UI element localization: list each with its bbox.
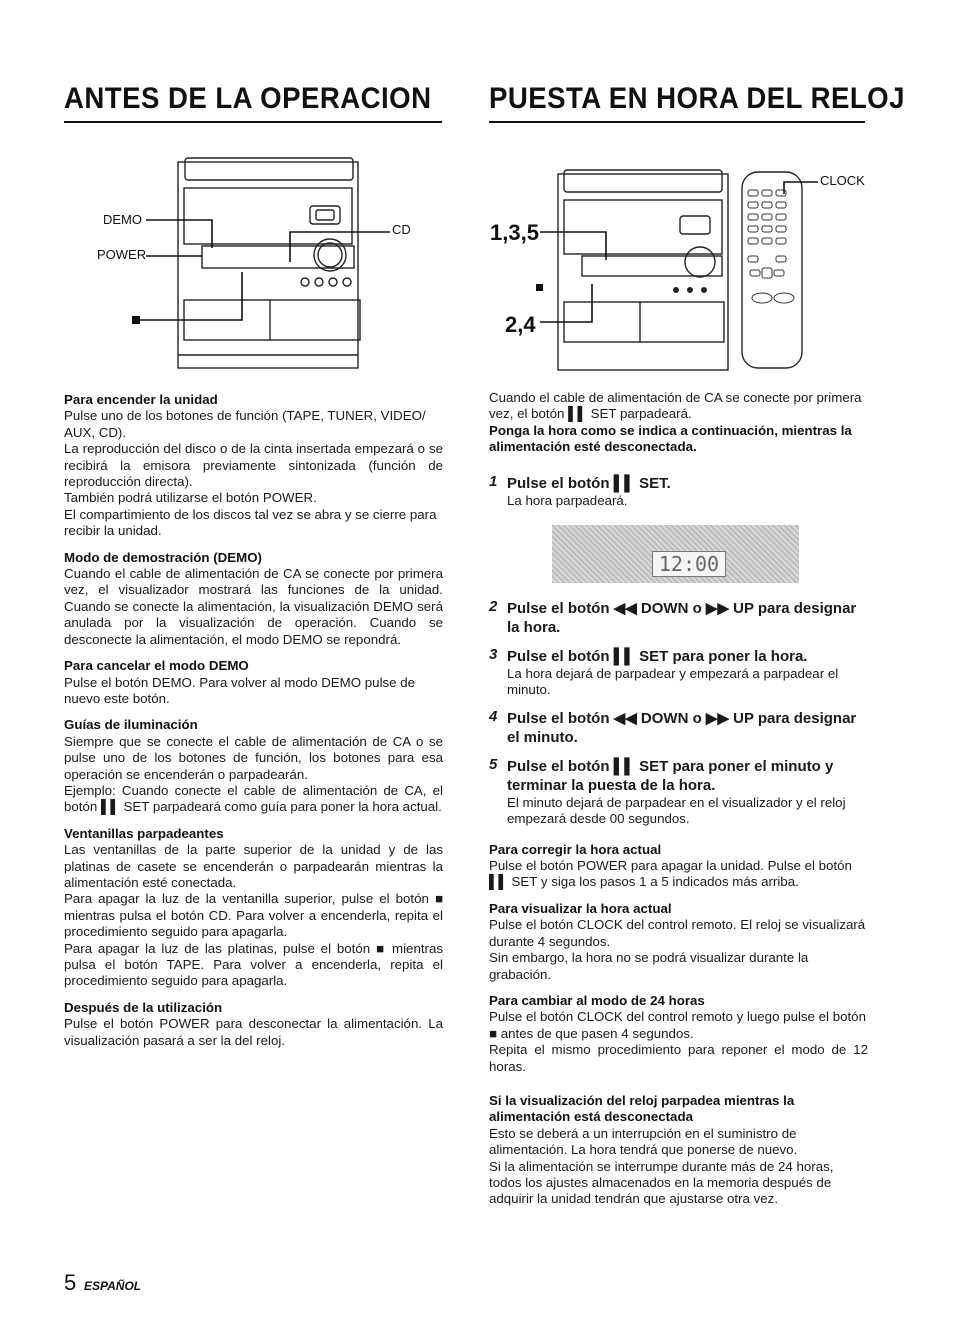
intro-bold: Ponga la hora como se indica a continuación, mientras la alimentación esté desconectada. xyxy=(489,422,852,455)
heading-cancelar-demo: Para cancelar el modo DEMO xyxy=(64,658,249,674)
heading-para-encender: Para encender la unidad xyxy=(64,392,218,407)
step-1 xyxy=(489,474,868,509)
step-body: El minuto dejará de parpadear en el visualizador y el reloj empezará desde 00 segundos. xyxy=(507,794,846,827)
text-block: Repita el mismo procedimiento para reponer el modo de 12 horas. xyxy=(489,1042,868,1074)
heading-puesta-en-hora: PUESTA EN HORA DEL RELOJ xyxy=(489,82,905,115)
text-block: Para apagar la luz de la ventanilla superior, pulse el botón ■ mientras pulsa el botón CD. Para volver a encenderla, repita el procedimiento seguido para apagarla. xyxy=(64,891,443,940)
text-block: Pulse uno de los botones de función (TAPE, TUNER, VIDEO/ AUX, CD). xyxy=(64,408,426,440)
label-steps-1-3-5: 1,3,5 xyxy=(490,220,539,245)
text-block: Pulse el botón DEMO. Para volver al modo DEMO pulse de nuevo este botón. xyxy=(64,674,416,706)
right-column xyxy=(489,390,868,1208)
page-number: 5 xyxy=(64,1270,77,1295)
step-number: 2 xyxy=(489,598,498,616)
heading-antes-de-la-operacion: ANTES DE LA OPERACION xyxy=(64,82,432,115)
text-block: Las ventanillas de la parte superior de la unidad y de las platinas de casete se encenderán o parpadearán mientras la alimentación esté conectada. xyxy=(64,842,443,890)
text-block: Para apagar la luz de las platinas, pulse el botón ■ mientras pulsa el botón TAPE. Para volver a encenderla, repita el procedimiento seguido para apagarla. xyxy=(64,940,443,989)
step-2 xyxy=(489,599,868,637)
step-body: La hora dejará de parpadear y empezará a parpadear el minuto. xyxy=(507,666,839,698)
text-block: El compartimiento de los discos tal vez se abra y se cierre para recibir la unidad. xyxy=(64,506,437,539)
step-title: Pulse el botón ◀◀ DOWN o ▶▶ UP para designar la hora. xyxy=(507,600,857,637)
stereo-unit-illustration xyxy=(90,150,440,375)
label-steps-2-4: 2,4 xyxy=(505,312,536,337)
heading-modo-demo: Modo de demostración (DEMO) xyxy=(64,549,262,565)
text-block: Siempre que se conecte el cable de alimentación de CA o se pulse uno de los botones de función, los botones para esa operación se encenderán o parpadearán. xyxy=(64,733,443,782)
heading-rule-left xyxy=(64,121,442,123)
text-block: Esto se deberá a un interrupción en el suministro de alimentación. La hora tendrá que ponerse de nuevo. xyxy=(489,1125,798,1158)
text-block: Pulse el botón POWER para desconectar la alimentación. La visualización pasará a ser la del reloj. xyxy=(64,1016,443,1048)
step-title: Pulse el botón ▌▌ SET. xyxy=(507,474,671,492)
text-block: Cuando el cable de alimentación de CA se conecte por primera vez, el botón ▌▌ SET parpadeará. xyxy=(489,390,862,422)
heading-visualizar-hora: Para visualizar la hora actual xyxy=(489,900,672,916)
heading-rule-right xyxy=(489,121,865,123)
step-number: 4 xyxy=(489,707,498,725)
text-block: Pulse el botón CLOCK del control remoto y luego pulse el botón ■ antes de que pasen 4 segundos. xyxy=(489,1009,866,1041)
step-4 xyxy=(489,709,868,747)
text-block: Ejemplo: Cuando conecte el cable de alimentación de CA, el botón ▌▌ SET parpadeará como guía para poner la hora actual. xyxy=(64,782,443,815)
step-body: La hora parpadeará. xyxy=(507,492,628,508)
text-block: También podrá utilizarse el botón POWER. xyxy=(64,490,317,506)
heading-ventanillas: Ventanillas parpadeantes xyxy=(64,825,224,841)
label-cd: CD xyxy=(392,222,411,237)
stop-icon xyxy=(536,284,543,291)
heading-guias-iluminacion: Guías de iluminación xyxy=(64,717,198,733)
display-lcd: 12:00 xyxy=(652,551,726,577)
label-demo: DEMO xyxy=(103,212,142,227)
step-5 xyxy=(489,757,868,828)
step-3 xyxy=(489,647,868,699)
step-title: Pulse el botón ▌▌ SET para poner la hora. xyxy=(507,648,808,666)
heading-despues-utilizacion: Después de la utilización xyxy=(64,999,223,1015)
left-column xyxy=(64,392,443,1049)
step-title: Pulse el botón ◀◀ DOWN o ▶▶ UP para designar el minuto. xyxy=(507,709,857,746)
heading-corregir-hora: Para corregir la hora actual xyxy=(489,841,662,857)
text-block: La reproducción del disco o de la cinta insertada empezará o se recibirá la emisora previamente sintonizada (función de reproducción directa). xyxy=(64,441,443,490)
clock-display xyxy=(552,525,799,583)
heading-reloj-parpadea: Si la visualización del reloj parpadea mientras la alimentación está desconectada xyxy=(489,1092,795,1125)
text-block: Pulse el botón CLOCK del control remoto. El reloj se visualizará durante 4 segundos. xyxy=(489,917,866,949)
step-number: 3 xyxy=(489,646,498,664)
stereo-remote-illustration xyxy=(480,160,860,380)
label-clock: CLOCK xyxy=(820,173,865,188)
stop-icon xyxy=(132,316,140,324)
text-block: Cuando el cable de alimentación de CA se conecte por primera vez, el visualizador mostrará las funciones de la unidad. Cuando se conecte la alimentación, la visualización DEMO será anulada por la visualización de operación. Cuando se desconecte la alimentación, el modo DEMO se repondrá. xyxy=(64,566,443,647)
heading-modo-24-horas: Para cambiar al modo de 24 horas xyxy=(489,992,705,1008)
text-block: Si la alimentación se interrumpe durante más de 24 horas, todos los ajustes almacenados en la memoria después de adquirir la unidad tendrán que ajustarse otra vez. xyxy=(489,1158,834,1207)
text-block: Sin embargo, la hora no se podrá visualizar durante la grabación. xyxy=(489,950,809,982)
label-power: POWER xyxy=(97,247,147,262)
step-number: 1 xyxy=(489,472,498,490)
step-title: Pulse el botón ▌▌ SET para poner el minuto y terminar la puesta de la hora. xyxy=(507,757,834,794)
step-number: 5 xyxy=(489,755,498,773)
footer-language: ESPAÑOL xyxy=(84,1279,142,1293)
text-block: Pulse el botón POWER para apagar la unidad. Pulse el botón ▌▌ SET y siga los pasos 1 a 5 indicados más arriba. xyxy=(489,858,852,890)
